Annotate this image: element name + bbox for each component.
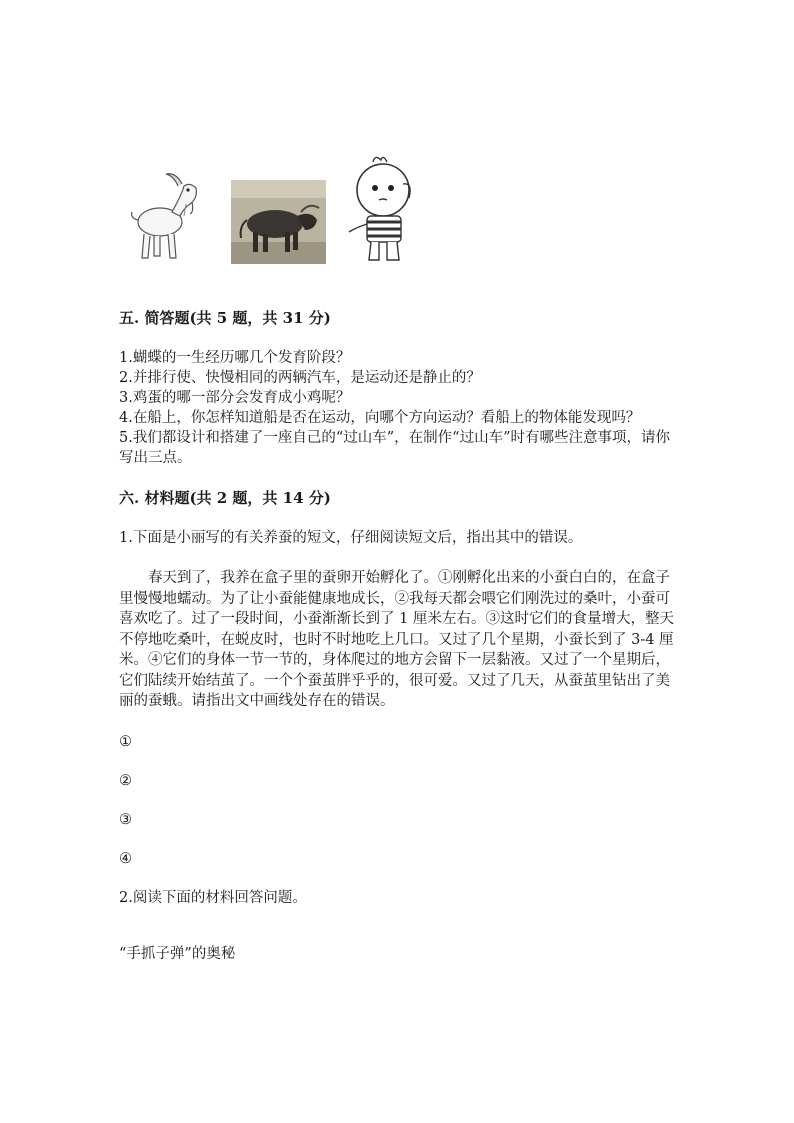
answer-list (119, 732, 674, 869)
material-subtitle: “手抓子弹”的奥秘 (119, 945, 236, 962)
question-5-1: 1.蝴蝶的一生经历哪几个发育阶段？ (119, 350, 351, 366)
section-6-title: 六. 材料题(共 2 题，共 14 分) (119, 489, 331, 507)
buffalo-photo (231, 180, 326, 264)
question-5-5: 5.我们都设计和搭建了一座自己的“过山车”，在制作“过山车”时有哪些注意事项，请你写出三点。 (119, 430, 670, 466)
answer-slot-4[interactable]: ④ (119, 850, 132, 867)
question-6-1: 1.下面是小丽写的有关养蚕的短文，仔细阅读短文后，指出其中的错误。 (119, 530, 583, 546)
silkworm-passage: 春天到了，我养在盒子里的蚕卵开始孵化了。①刚孵化出来的小蚕白白的，在盒子里慢慢地蠕动。为了让小蚕能健康地成长，②我每天都会喂它们刚洗过的桑叶，小蚕可喜欢吃了。过了一段时间，小蚕渐渐长到了 1 厘米左右。③这时它们的食量增大，整天不停地吃桑叶，在蜕皮时，也时不时地吃上几口。又过了几个星期，小蚕长到了 3-4 厘米。④它们的身体一节一节的，身体爬过的地方会留下一层黏液。又过了一个星期后，它们陆续开始结茧了。一个个蚕茧胖乎乎的，很可爱。又过了几天，从蚕茧里钻出了美丽的蚕蛾。请指出文中画线处存在的错误。 (119, 570, 674, 709)
cartoon-baby-image (343, 154, 423, 268)
section-5-title: 五. 简答题(共 5 题，共 31 分) (119, 309, 331, 327)
goat-image (124, 164, 200, 264)
question-6-2: 2.阅读下面的材料回答问题。 (119, 889, 307, 906)
image-row (120, 150, 440, 270)
question-5-4: 4.在船上，你怎样知道船是否在运动，向哪个方向运动？看船上的物体能发现吗？ (119, 410, 641, 426)
question-5-3: 3.鸡蛋的哪一部分会发育成小鸡呢？ (119, 390, 351, 406)
answer-slot-3[interactable]: ③ (119, 811, 132, 828)
main-content (119, 308, 674, 964)
answer-slot-2[interactable]: ② (119, 772, 132, 789)
question-5-2: 2.并排行使、快慢相同的两辆汽车，是运动还是静止的？ (119, 370, 481, 386)
answer-slot-1[interactable]: ① (119, 733, 132, 750)
